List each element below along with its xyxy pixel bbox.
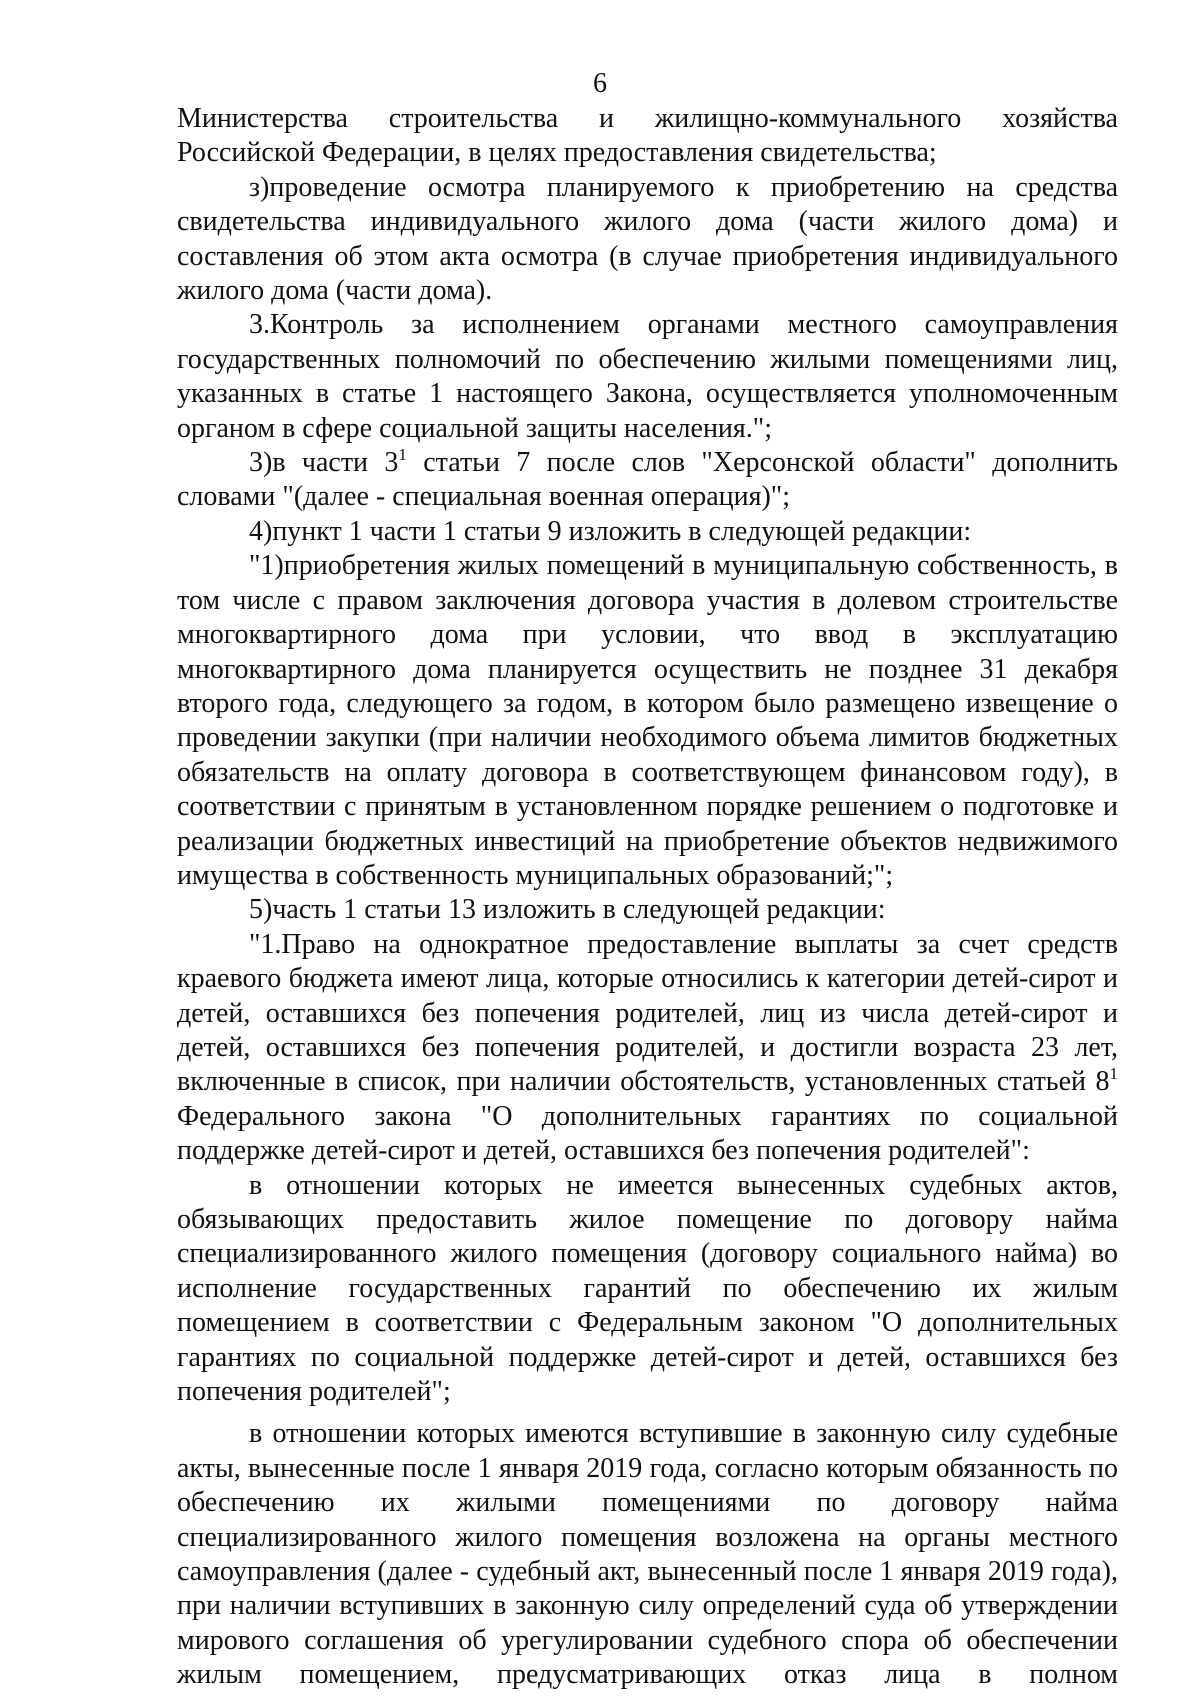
superscript: 1	[398, 445, 407, 465]
paragraph: в отношении которых имеются вступившие в законную силу судебные акты, вынесенные после 1 января 2019 года, согласно которым обязанность по обеспечению их жилыми помещениями по договору найма специализированного жилого помещения возложена на органы местного самоуправления (далее - судебный акт, вынесенный после 1 января 2019 года), при наличии вступивших в законную силу определений суда об утверждении мирового соглашения об урегулировании судебного спора об обеспечении жилым помещением, предусматривающих отказ лица в полном	[177, 1418, 1118, 1691]
paragraph	[177, 928, 1118, 1169]
paragraph-text: "1.Право на однократное предоставление выплаты за счет средств краевого бюджета имеют лица, которые относились к категории детей-сирот и детей, оставшихся без попечения родителей, лиц из числа детей-сирот и детей, оставшихся без попечения родителей, и достигли возраста 23 лет, включенные в список, при наличии обстоятельств, установленных статьей 8	[177, 928, 1118, 1098]
paragraph-text: 3)в части 3	[249, 447, 399, 479]
paragraph: "1)приобретения жилых помещений в муниципальную собственность, в том числе с правом заключения договора участия в долевом строительстве многоквартирного дома при условии, что ввод в эксплуатацию многоквартирного дома планируется осуществить не позднее 31 декабря второго года, следующего за годом, в котором было размещено извещение о проведении закупки (при наличии необходимого объема лимитов бюджетных обязательств на оплату договора в соответствующем финансовом году), в соответствии с принятым в установленном порядке решением о подготовке и реализации бюджетных инвестиций на приобретение объектов недвижимого имущества в собственность муниципальных образований;";	[177, 550, 1118, 891]
paragraph: з)проведение осмотра планируемого к приобретению на средства свидетельства индивидуального жилого дома (части жилого дома) и составления об этом акта осмотра (в случае приобретения индивидуального жилого дома (части дома).	[177, 171, 1118, 307]
paragraph: 4)пункт 1 части 1 статьи 9 изложить в следующей редакции:	[249, 515, 972, 547]
paragraph-text: Федерального закона "О дополнительных гарантиях по социальной поддержке детей-сирот и детей, оставшихся без попечения родителей":	[177, 1100, 1118, 1167]
paragraph: в отношении которых не имеется вынесенных судебных актов, обязывающих предоставить жилое помещение по договору найма специализированного жилого помещения (договору социального найма) во исполнение государственных гарантий по обеспечению их жилым помещением в соответствии с Федеральным законом "О дополнительных гарантиях по социальной поддержке детей-сирот и детей, оставшихся без попечения родителей";	[177, 1169, 1118, 1408]
page-number: 6	[593, 68, 607, 99]
paragraph: Министерства строительства и жилищно-коммунального хозяйства Российской Федерации, в целях предоставления свидетельства;	[177, 103, 1118, 169]
document-body	[177, 102, 1118, 1693]
paragraph: 3.Контроль за исполнением органами местного самоуправления государственных полномочий по обеспечению жилыми помещениями лиц, указанных в статье 1 настоящего Закона, осуществляется уполномоченным органом в сфере социальной защиты населения.";	[177, 309, 1118, 444]
paragraph-text: статьи 7 после слов "Херсонской области" дополнить словами "(далее - специальная военная операция)";	[177, 447, 1119, 513]
superscript: 1	[1109, 1064, 1118, 1084]
paragraph	[177, 446, 1118, 515]
paragraph: 5)часть 1 статьи 13 изложить в следующей редакции:	[249, 894, 886, 926]
